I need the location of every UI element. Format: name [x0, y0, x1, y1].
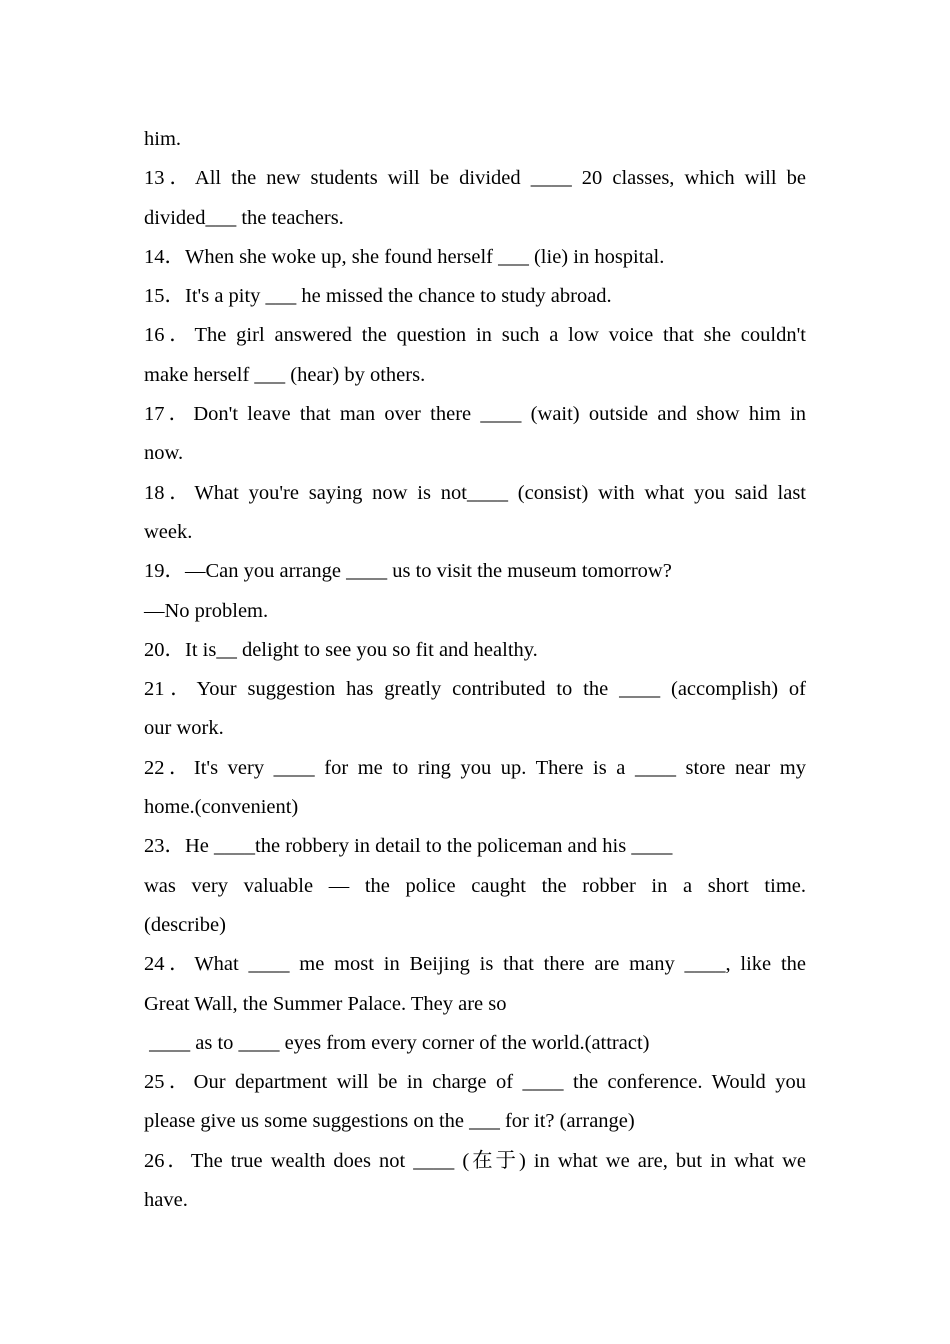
question-17-line-1: 17．Don't leave that man over there ____ (wait) outside and show him in	[144, 403, 806, 426]
question-16-line-1: 16．The girl answered the question in such a low voice that she couldn't	[144, 324, 806, 347]
exercise-page	[144, 120, 806, 1220]
question-25-line-2: please give us some suggestions on the ___ for it? (arrange)	[144, 1110, 635, 1133]
question-19-line-2: —No problem.	[144, 599, 269, 622]
question-24-line-1: 24．What ____ me most in Beijing is that there are many ____, like the	[144, 953, 806, 976]
question-26-line-1: 26．The true wealth does not ____ (在于) in what we are, but in what we	[144, 1149, 806, 1172]
question-15: 15．It's a pity ___ he missed the chance to study abroad.	[144, 285, 612, 308]
question-17-line-2: now.	[144, 442, 184, 465]
question-22-line-1: 22．It's very ____ for me to ring you up. There is a ____ store near my	[144, 756, 806, 779]
question-13-line-1: 13．All the new students will be divided ____ 20 classes, which will be	[144, 167, 806, 190]
question-23-line-1: 23．He ____the robbery in detail to the policeman and his ____	[144, 835, 673, 858]
question-24-line-2: Great Wall, the Summer Palace. They are so	[144, 992, 507, 1015]
question-18-line-2: week.	[144, 520, 193, 543]
question-23-line-2: was very valuable — the police caught the robber in a short time.	[144, 874, 806, 897]
question-26-line-2: have.	[144, 1189, 188, 1212]
question-16-line-2: make herself ___ (hear) by others.	[144, 363, 426, 386]
question-25-line-1: 25．Our department will be in charge of ____ the conference. Would you	[144, 1071, 806, 1094]
question-20: 20．It is__ delight to see you so fit and healthy.	[144, 638, 538, 661]
question-23-line-3: (describe)	[144, 913, 226, 936]
question-21-line-1: 21．Your suggestion has greatly contributed to the ____ (accomplish) of	[144, 678, 806, 701]
question-24-line-3: ____ as to ____ eyes from every corner of the world.(attract)	[144, 1031, 650, 1054]
question-18-line-1: 18．What you're saying now is not____ (consist) with what you said last	[144, 481, 806, 504]
question-14: 14．When she woke up, she found herself ___ (lie) in hospital.	[144, 245, 665, 268]
question-13-line-2: divided___ the teachers.	[144, 206, 344, 229]
question-19-line-1: 19．—Can you arrange ____ us to visit the museum tomorrow?	[144, 560, 672, 583]
question-22-line-2: home.(convenient)	[144, 796, 299, 819]
text-line-1: him.	[144, 128, 182, 150]
question-21-line-2: our work.	[144, 717, 224, 740]
